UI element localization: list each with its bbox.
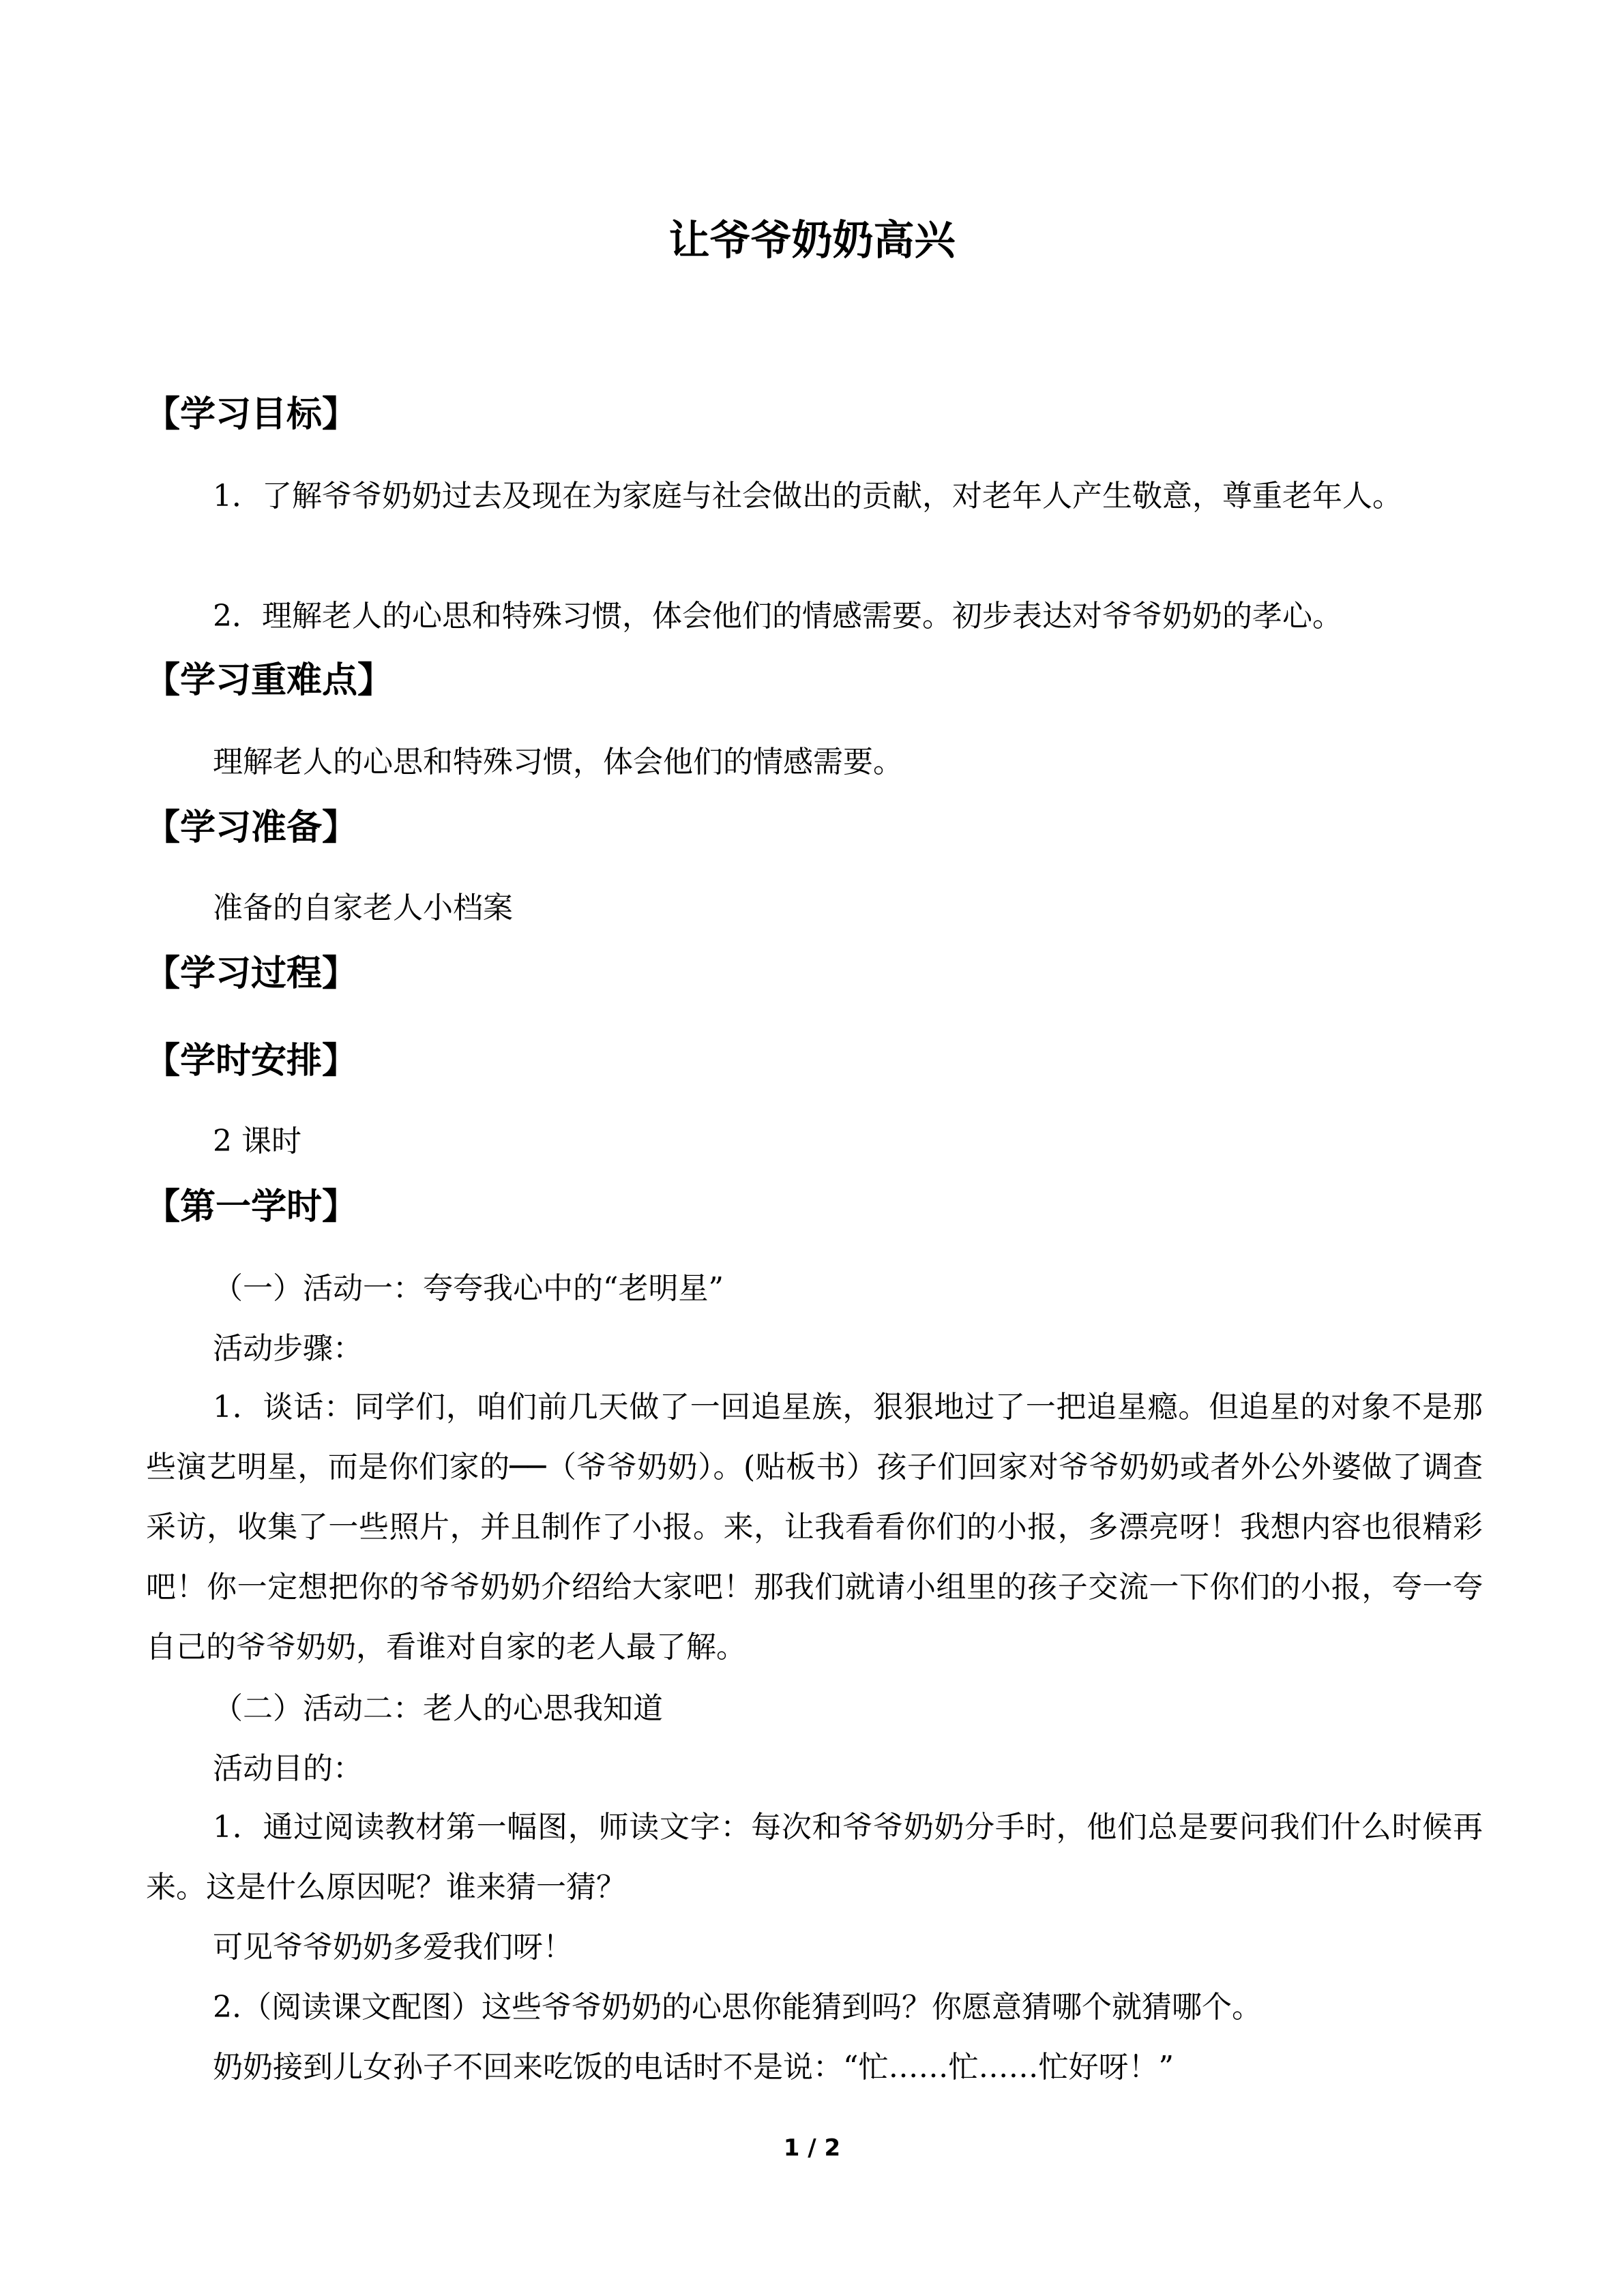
heading-learning-goals: 【学习目标】	[145, 394, 358, 435]
heading-key-points: 【学习重难点】	[145, 660, 394, 701]
goal-item-1: 1．了解爷爷奶奶过去及现在为家庭与社会做出的贡献，对老年人产生敬意，尊重老年人。	[213, 479, 1402, 513]
heading-schedule: 【学时安排】	[145, 1041, 358, 1082]
activity-2-paragraph-2: 2.（阅读课文配图）这些爷爷奶奶的心思你能猜到吗？你愿意猜哪个就猜哪个。	[213, 1990, 1262, 2025]
activity-2-paragraph-1: 1．通过阅读教材第一幅图，师读文字：每次和爷爷奶奶分手时，他们总是要问我们什么时候再来。这是什么原因呢？谁来猜一猜？	[146, 1810, 1483, 1905]
heading-first-lesson: 【第一学时】	[145, 1187, 358, 1227]
schedule-text: 2 课时	[213, 1124, 301, 1159]
document-title: 让爷爷奶奶高兴	[668, 217, 956, 265]
activity-2-paragraph-3: 奶奶接到儿女孙子不回来吃饭的电话时不是说：“忙……忙……忙好呀！”	[213, 2050, 1174, 2085]
activity-1-title: （一）活动一：夸夸我心中的“老明星”	[213, 1271, 724, 1306]
activity-2-title: （二）活动二：老人的心思我知道	[213, 1691, 663, 1726]
activity-2-goal-label: 活动目的：	[213, 1751, 363, 1786]
activity-1-paragraph: 1．谈话：同学们，咱们前几天做了一回追星族，狠狠地过了一把追星瘾。但追星的对象不是那些演艺明星，而是你们家的──（爷爷奶奶）。(贴板书）孩子们回家对爷爷奶奶或者外公外婆做了调查采访，收集了一些照片，并且制作了小报。来，让我看看你们的小报，多漂亮呀！我想内容也很精彩吧！你一定想把你的爷爷奶奶介绍给大家吧！那我们就请小组里的孩子交流一下你们的小报，夸一夸自己的爷爷奶奶，看谁对自家的老人最了解。	[146, 1390, 1483, 1665]
activity-2-note: 可见爷爷奶奶多爱我们呀！	[213, 1930, 573, 1965]
heading-learning-process: 【学习过程】	[145, 953, 358, 994]
activity-1-steps-label: 活动步骤：	[213, 1331, 363, 1366]
goal-item-2: 2．理解老人的心思和特殊习惯，体会他们的情感需要。初步表达对爷爷奶奶的孝心。	[213, 599, 1342, 633]
key-points-text: 理解老人的心思和特殊习惯，体会他们的情感需要。	[213, 745, 903, 779]
preparation-text: 准备的自家老人小档案	[213, 891, 513, 925]
heading-preparation: 【学习准备】	[145, 807, 358, 848]
page-number: 1 / 2	[783, 2134, 841, 2162]
